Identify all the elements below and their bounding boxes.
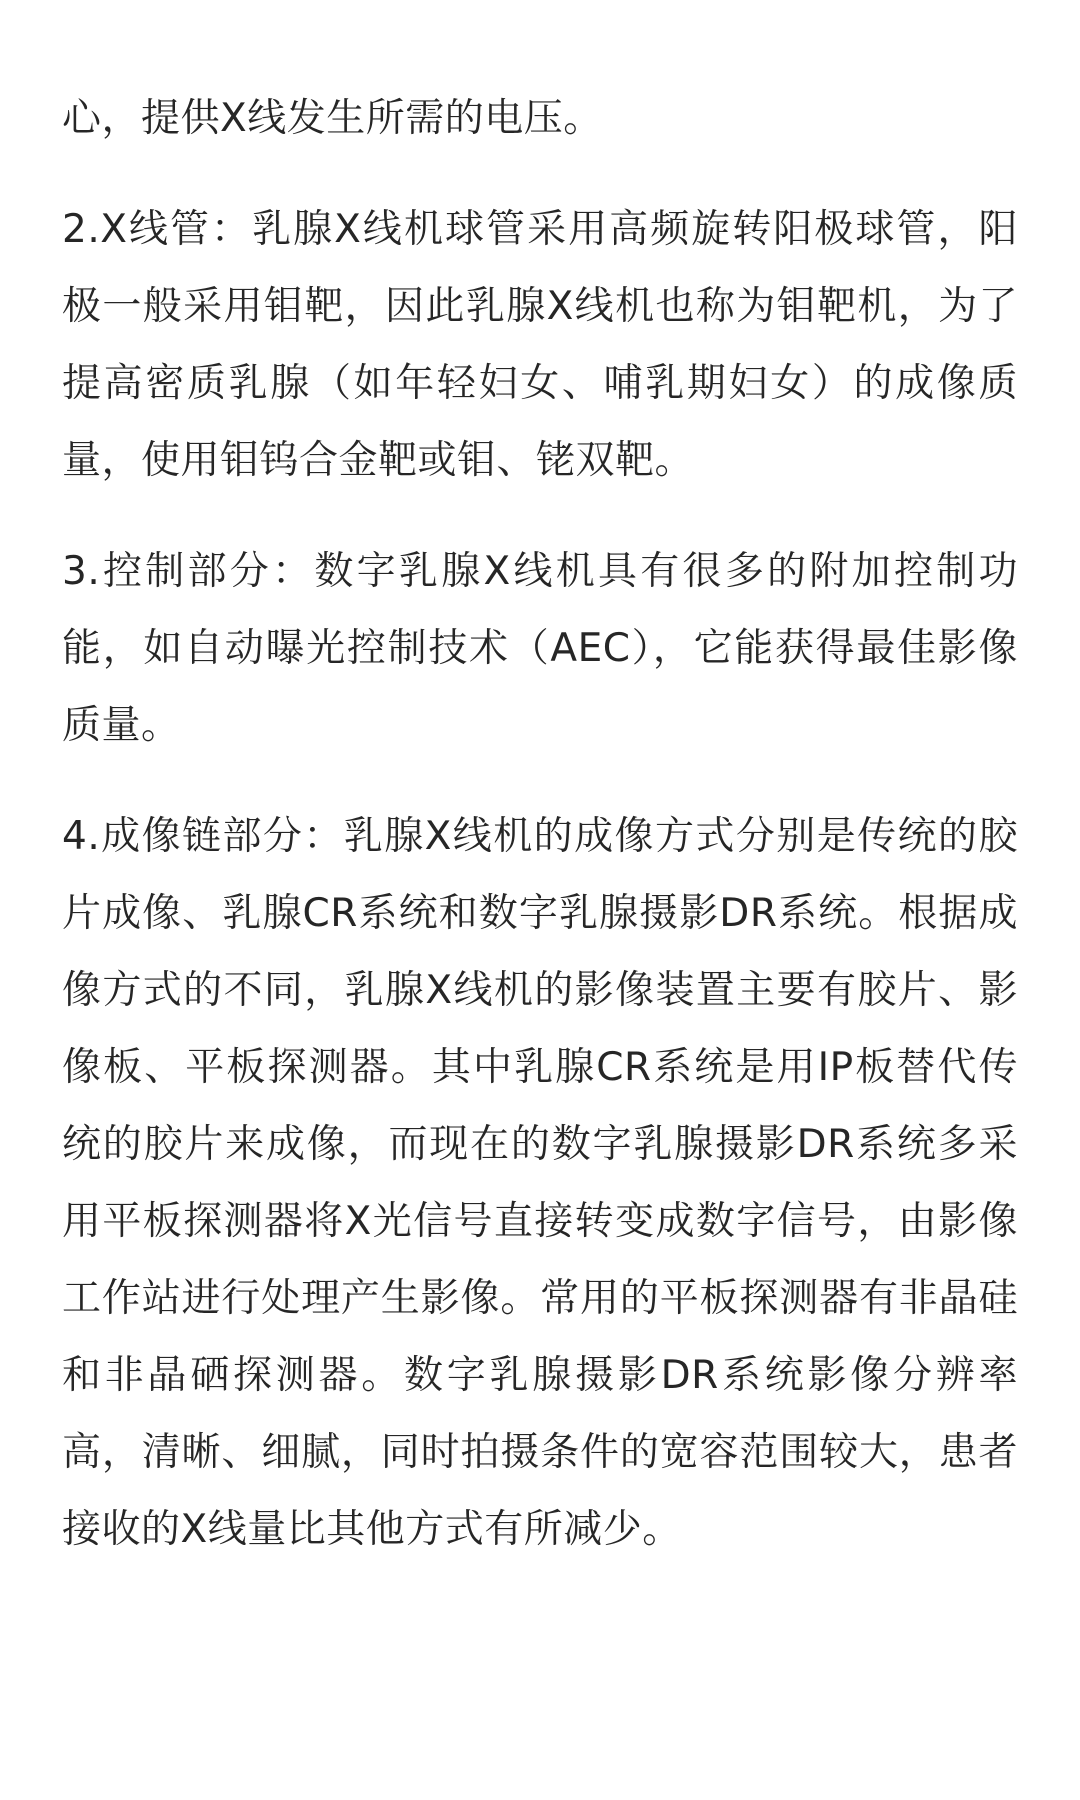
paragraph-imaging-chain: 4.成像链部分：乳腺X线机的成像方式分别是传统的胶片成像、乳腺CR系统和数字乳腺摄影DR系统。根据成像方式的不同，乳腺X线机的影像装置主要有胶片、影像板、平板探测器。其中乳腺CR系统是用IP板替代传统的胶片来成像，而现在的数字乳腺摄影DR系统多采用平板探测器将X光信号直接转变成数字信号，由影像工作站进行处理产生影像。常用的平板探测器有非晶硅和非晶硒探测器。数字乳腺摄影DR系统影像分辨率高，清晰、细腻，同时拍摄条件的宽容范围较大，患者接收的X线量比其他方式有所减少。 [62,814,1018,1552]
article-body [62,80,1018,1568]
paragraph-control-section: 3.控制部分：数字乳腺X线机具有很多的附加控制功能，如自动曝光控制技术（AEC），它能获得最佳影像质量。 [62,549,1018,748]
paragraph-x-ray-tube: 2.X线管：乳腺X线机球管采用高频旋转阳极球管，阳极一般采用钼靶，因此乳腺X线机也称为钼靶机，为了提高密质乳腺（如年轻妇女、哺乳期妇女）的成像质量，使用钼钨合金靶或钼、铑双靶。 [62,207,1018,483]
paragraph-voltage-supply: 心，提供X线发生所需的电压。 [62,96,603,141]
